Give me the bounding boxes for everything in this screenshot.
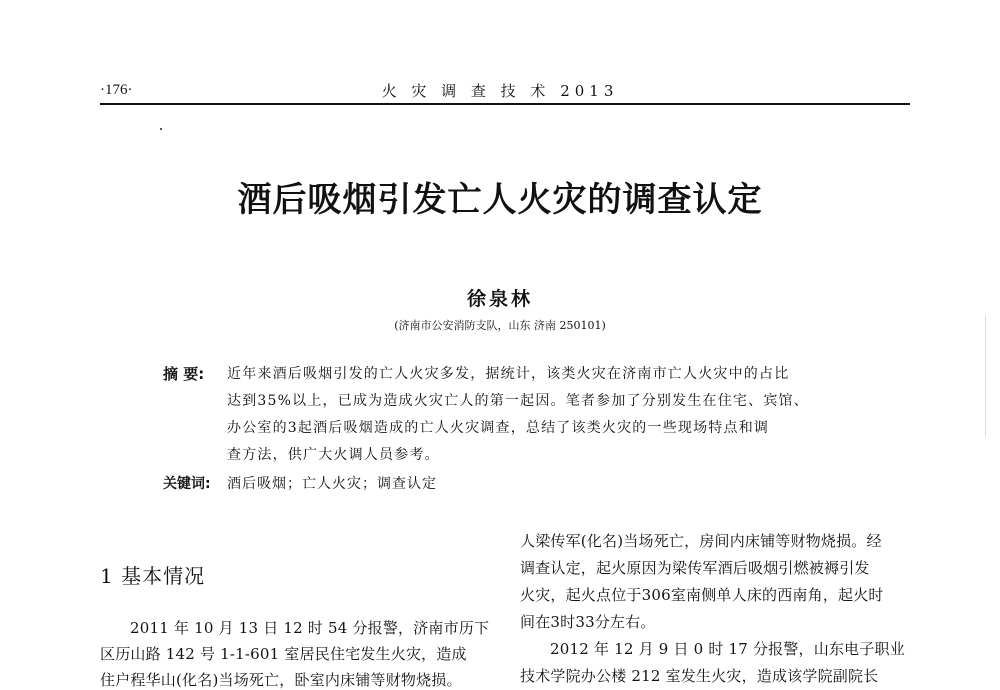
author-name: 徐泉林 (466, 288, 533, 310)
left-column-line: 住户程华山(化名)当场死亡，卧室内床铺等财物烧损。 (100, 671, 462, 689)
author-affiliation: (济南市公安消防支队，山东 济南 250101) (394, 319, 606, 332)
header-rule (100, 103, 910, 105)
right-column-line: 人梁传军(化名)当场死亡，房间内床铺等财物烧损。经 (520, 532, 882, 550)
page-number: ·176· (100, 82, 133, 98)
left-column-line: 2011 年 10 月 13 日 12 时 54 分报警，济南市历下 (130, 619, 490, 637)
keywords-label: 关键词: (163, 476, 211, 492)
right-column-line: 火灾，起火点位于306室南侧单人床的西南角，起火时 (520, 586, 884, 604)
article-title: 酒后吸烟引发亡人火灾的调查认定 (237, 180, 763, 220)
abstract-line: 近年来酒后吸烟引发的亡人火灾多发，据统计，该类火灾在济南市亡人火灾中的占比 (227, 366, 790, 382)
running-header: 火 灾 调 查 技 术 2013 (381, 82, 619, 100)
abstract-line: 办公室的3起酒后吸烟造成的亡人火灾调查，总结了该类火灾的一些现场特点和调 (227, 420, 770, 436)
scan-speck (160, 128, 162, 130)
abstract-line: 查方法，供广大火调人员参考。 (227, 447, 440, 463)
right-column-line: 间在3时33分左右。 (520, 613, 656, 631)
right-column-line: 调查认定，起火原因为梁传军酒后吸烟引燃被褥引发 (520, 559, 870, 577)
section-heading: 1 基本情况 (100, 564, 206, 588)
abstract-label: 摘 要: (163, 365, 205, 383)
keywords-text: 酒后吸烟；亡人火灾；调查认定 (227, 476, 437, 492)
scan-edge-shadow (985, 316, 986, 436)
abstract-line: 达到35%以上，已成为造成火灾亡人的第一起因。笔者参加了分别发生在住宅、宾馆、 (227, 393, 809, 409)
right-column-line: 技术学院办公楼 212 室发生火灾，造成该学院副院长 (520, 667, 879, 685)
right-column-line: 2012 年 12 月 9 日 0 时 17 分报警，山东电子职业 (550, 640, 905, 658)
left-column-line: 区历山路 142 号 1-1-601 室居民住宅发生火灾，造成 (100, 645, 467, 663)
